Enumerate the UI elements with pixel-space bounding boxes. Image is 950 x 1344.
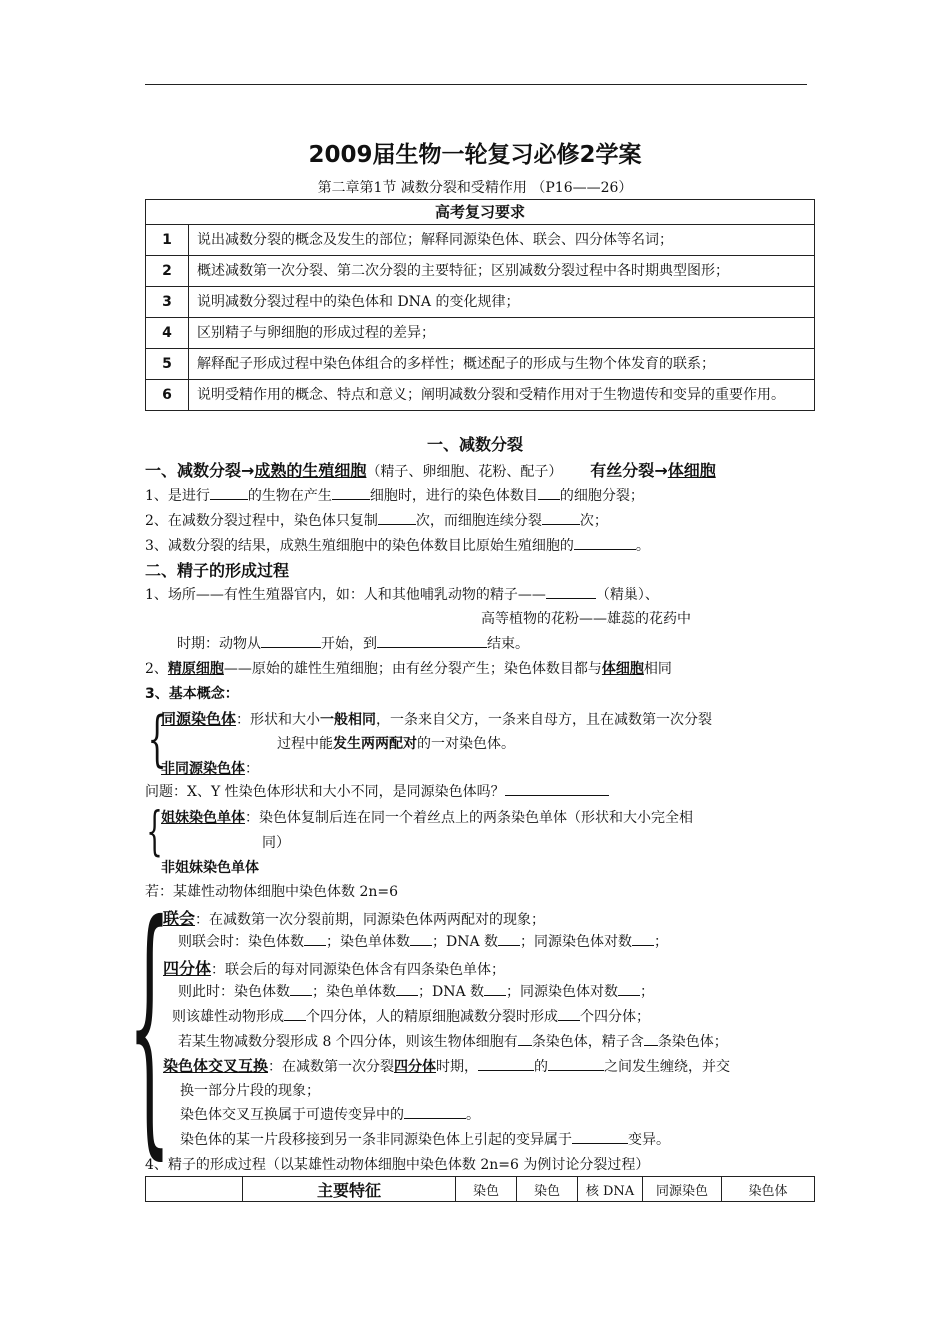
fill-blank[interactable] bbox=[618, 981, 640, 996]
item-site-plant: 高等植物的花粉——雄蕊的花药中 bbox=[481, 611, 691, 627]
brace-icon: { bbox=[128, 867, 171, 1182]
fill-blank[interactable] bbox=[572, 1129, 628, 1144]
fill-blank[interactable] bbox=[396, 981, 418, 996]
requirements-table bbox=[145, 199, 815, 411]
table-row bbox=[146, 349, 815, 380]
tetrad-eight-line bbox=[178, 1031, 728, 1051]
question-xy bbox=[145, 781, 609, 801]
fill-blank[interactable] bbox=[284, 1006, 306, 1021]
text: ；同源染色体对数 bbox=[520, 934, 633, 950]
text: 的一对染色体。 bbox=[417, 736, 515, 752]
fill-blank[interactable] bbox=[498, 931, 520, 946]
text: 过程中能 bbox=[277, 736, 333, 752]
sister-chromatid-def bbox=[161, 807, 693, 827]
requirements-heading: 高考复习要求 bbox=[146, 200, 815, 225]
fill-blank[interactable] bbox=[410, 931, 432, 946]
nonhomologous-def bbox=[161, 758, 259, 778]
fill-blank[interactable] bbox=[538, 485, 560, 500]
text: 之间发生缠绕，并交 bbox=[604, 1059, 731, 1075]
term: 姐妹染色单体 bbox=[161, 810, 245, 826]
text: 3、减数分裂的结果，成熟生殖细胞中的染色体数目比原始生殖细胞的 bbox=[145, 538, 574, 554]
item-3 bbox=[145, 535, 650, 555]
homologous-def-cont bbox=[277, 733, 515, 753]
term: 四分体 bbox=[163, 959, 212, 978]
text: 个四分体，人的精原细胞减数分裂时形成 bbox=[306, 1009, 558, 1025]
fill-blank[interactable] bbox=[558, 1006, 580, 1021]
text: 则该雄性动物形成 bbox=[172, 1009, 284, 1025]
basic-concepts-heading: 3、基本概念： bbox=[145, 686, 239, 702]
tetrad-def bbox=[163, 956, 505, 979]
text: 。 bbox=[635, 538, 650, 554]
text: 则联会时：染色体数 bbox=[178, 934, 304, 950]
text: ；染色单体数 bbox=[326, 934, 410, 950]
fill-blank[interactable] bbox=[404, 1104, 466, 1119]
text: 染色体的某一片段移接到另一条非同源染色体上引起的变异属于 bbox=[180, 1132, 572, 1148]
arrow-icon: → bbox=[654, 461, 668, 480]
synapsis-def bbox=[163, 906, 545, 929]
text: ——原始的雄性生殖细胞；由有丝分裂产生；染色体数目都与 bbox=[223, 661, 602, 677]
fill-blank[interactable] bbox=[548, 1056, 604, 1071]
text: 细胞时，进行的染色体数目 bbox=[369, 488, 538, 504]
text: ：在减数第一次分裂 bbox=[268, 1059, 395, 1075]
text: 2、 bbox=[145, 661, 168, 677]
text: 开始，到 bbox=[321, 636, 377, 652]
nonsister-chromatid: 非姐妹染色单体 bbox=[161, 860, 259, 876]
item-spermatogonium bbox=[145, 658, 672, 678]
fill-blank[interactable] bbox=[542, 510, 580, 525]
top-rule bbox=[145, 84, 807, 85]
text: 2、在减数分裂过程中，染色体只复制 bbox=[145, 513, 378, 529]
text: 次； bbox=[579, 513, 608, 529]
text: 条染色体，精子含 bbox=[531, 1034, 644, 1050]
text: 一般相同 bbox=[320, 712, 377, 728]
text: 1、场所——有性生殖器官内，如：人和其他哺乳动物的精子—— bbox=[145, 587, 546, 603]
term: 四分体 bbox=[394, 1059, 437, 1075]
text: 时期， bbox=[436, 1059, 479, 1075]
page-title: 2009届生物一轮复习必修2学案 bbox=[308, 142, 642, 168]
item-1 bbox=[145, 485, 644, 505]
text: （精巢）、 bbox=[595, 587, 659, 603]
table-header-row bbox=[146, 1177, 815, 1202]
text: 结束。 bbox=[487, 636, 529, 652]
text: 则此时：染色体数 bbox=[178, 984, 290, 1000]
sister-chromatid-def-cont: 同） bbox=[262, 835, 290, 851]
text: 时期：动物从 bbox=[177, 636, 261, 652]
text: 染色体交叉互换属于可遗传变异中的 bbox=[180, 1107, 404, 1123]
somatic-cell: 体细胞 bbox=[667, 461, 716, 480]
text: 若某生物减数分裂形成 8 个四分体，则该生物体细胞有 bbox=[178, 1034, 518, 1050]
sperm-process-table bbox=[145, 1176, 815, 1202]
row-number: 3 bbox=[146, 287, 189, 318]
row-number: 1 bbox=[146, 225, 189, 256]
fill-blank[interactable] bbox=[632, 931, 654, 946]
table-row bbox=[146, 318, 815, 349]
text: ； bbox=[640, 984, 655, 1000]
synapsis-counts bbox=[178, 931, 668, 951]
table-header-cell: 同源染色 bbox=[643, 1177, 722, 1202]
text: ；DNA 数 bbox=[418, 984, 485, 1000]
mature-germ-cell: 成熟的生殖细胞 bbox=[254, 461, 367, 480]
text: ：在减数第一次分裂前期，同源染色体两两配对的现象； bbox=[195, 912, 546, 928]
suppose-line: 若：某雄性动物体细胞中染色体数 2n=6 bbox=[145, 884, 399, 900]
brace-icon: { bbox=[146, 802, 163, 862]
fill-blank[interactable] bbox=[332, 485, 370, 500]
text: ；同源染色体对数 bbox=[506, 984, 619, 1000]
row-number: 6 bbox=[146, 380, 189, 411]
row-number: 5 bbox=[146, 349, 189, 380]
table-row bbox=[146, 256, 815, 287]
text: ：染色体复制后连在同一个着丝点上的两条染色单体（形状和大小完全相 bbox=[245, 810, 693, 826]
fill-blank[interactable] bbox=[644, 1031, 658, 1046]
text: ：形状和大小 bbox=[236, 712, 321, 728]
tetrad-counts bbox=[178, 981, 654, 1001]
text: 1、是进行 bbox=[145, 488, 210, 504]
section-heading-meiosis: 一、减数分裂 bbox=[426, 435, 523, 454]
tetrad-count-line bbox=[172, 1006, 650, 1026]
text: 条染色体； bbox=[657, 1034, 728, 1050]
term: 精原细胞 bbox=[167, 661, 224, 677]
brace-icon: { bbox=[147, 704, 167, 774]
text: 次，而细胞连续分裂 bbox=[415, 513, 542, 529]
table-row bbox=[146, 380, 815, 411]
table-header-cell: 染色 bbox=[517, 1177, 578, 1202]
row-text: 解释配子形成过程中染色体组合的多样性；概述配子的形成与生物个体发育的联系； bbox=[189, 349, 815, 380]
mature-germ-examples: （精子、卵细胞、花粉、配子） bbox=[366, 464, 563, 480]
table-row bbox=[146, 287, 815, 318]
fill-blank[interactable] bbox=[210, 485, 248, 500]
text: 变异。 bbox=[628, 1132, 670, 1148]
arrow-icon: → bbox=[241, 461, 255, 480]
text: 。 bbox=[466, 1107, 480, 1123]
item-site bbox=[145, 584, 659, 604]
meiosis-line bbox=[145, 458, 716, 481]
text: 问题：X、Y 性染色体形状和大小不同，是同源染色体吗？ bbox=[145, 784, 505, 800]
fill-blank[interactable] bbox=[574, 535, 636, 550]
crossing-over-cont: 换一部分片段的现象； bbox=[180, 1083, 320, 1099]
text: ；染色单体数 bbox=[312, 984, 396, 1000]
row-text: 说出减数分裂的概念及发生的部位；解释同源染色体、联会、四分体等名词； bbox=[189, 225, 815, 256]
row-text: 说明减数分裂过程中的染色体和 DNA 的变化规律； bbox=[189, 287, 815, 318]
fill-blank[interactable] bbox=[505, 781, 609, 796]
text: ： bbox=[245, 761, 259, 777]
fill-blank[interactable] bbox=[484, 981, 506, 996]
row-number: 2 bbox=[146, 256, 189, 287]
term: 体细胞 bbox=[601, 661, 644, 677]
fill-blank[interactable] bbox=[261, 633, 321, 648]
table-header-cell: 染色 bbox=[456, 1177, 517, 1202]
page-subtitle: 第二章第1节 减数分裂和受精作用 （P16——26） bbox=[317, 180, 633, 196]
fill-blank[interactable] bbox=[378, 510, 416, 525]
table-header-cell: 染色体 bbox=[722, 1177, 815, 1202]
translocation-line bbox=[180, 1129, 670, 1149]
text: ：联会后的每对同源染色体含有四条染色单体； bbox=[211, 962, 506, 978]
item-sperm-process: 4、精子的形成过程（以某雄性动物体细胞中染色体数 2n=6 为例讨论分裂过程） bbox=[145, 1157, 650, 1173]
text: 的生物在产生 bbox=[247, 488, 332, 504]
row-number: 4 bbox=[146, 318, 189, 349]
mitosis-label: 有丝分裂 bbox=[590, 461, 655, 480]
text: ； bbox=[654, 934, 669, 950]
fill-blank[interactable] bbox=[518, 1031, 532, 1046]
table-header-cell: 核 DNA bbox=[578, 1177, 643, 1202]
text: ；DNA 数 bbox=[432, 934, 499, 950]
text: 个四分体； bbox=[580, 1009, 650, 1025]
homologous-def bbox=[161, 708, 712, 729]
fill-blank[interactable] bbox=[290, 981, 312, 996]
row-text: 概述减数第一次分裂、第二次分裂的主要特征；区别减数分裂过程中各时期典型图形； bbox=[189, 256, 815, 287]
text: ，一条来自父方，一条来自母方，且在减数第一次分裂 bbox=[376, 712, 713, 728]
crossing-over-variation bbox=[180, 1104, 480, 1124]
table-header-cell bbox=[146, 1177, 243, 1202]
meiosis-label: 一、减数分裂 bbox=[145, 461, 242, 480]
row-text: 区别精子与卵细胞的形成过程的差异； bbox=[189, 318, 815, 349]
item-2 bbox=[145, 510, 608, 530]
term: 联会 bbox=[163, 909, 196, 928]
fill-blank[interactable] bbox=[478, 1056, 534, 1071]
term: 同源染色体 bbox=[161, 710, 237, 728]
row-text: 说明受精作用的概念、特点和意义；阐明减数分裂和受精作用对于生物遗传和变异的重要作用。 bbox=[189, 380, 815, 411]
crossing-over-def bbox=[163, 1055, 730, 1076]
item-period bbox=[177, 633, 529, 653]
text: 发生两两配对 bbox=[333, 736, 417, 752]
term: 染色体交叉互换 bbox=[163, 1057, 269, 1075]
fill-blank[interactable] bbox=[546, 584, 596, 599]
fill-blank[interactable] bbox=[304, 931, 326, 946]
text: 的细胞分裂； bbox=[559, 488, 644, 504]
text: 的 bbox=[534, 1059, 549, 1075]
text: 相同 bbox=[643, 661, 672, 677]
term: 非同源染色体 bbox=[161, 761, 245, 777]
table-header-cell: 主要特征 bbox=[243, 1177, 456, 1202]
section-heading-sperm: 二、精子的形成过程 bbox=[145, 561, 290, 580]
table-row bbox=[146, 225, 815, 256]
fill-blank[interactable] bbox=[377, 633, 487, 648]
